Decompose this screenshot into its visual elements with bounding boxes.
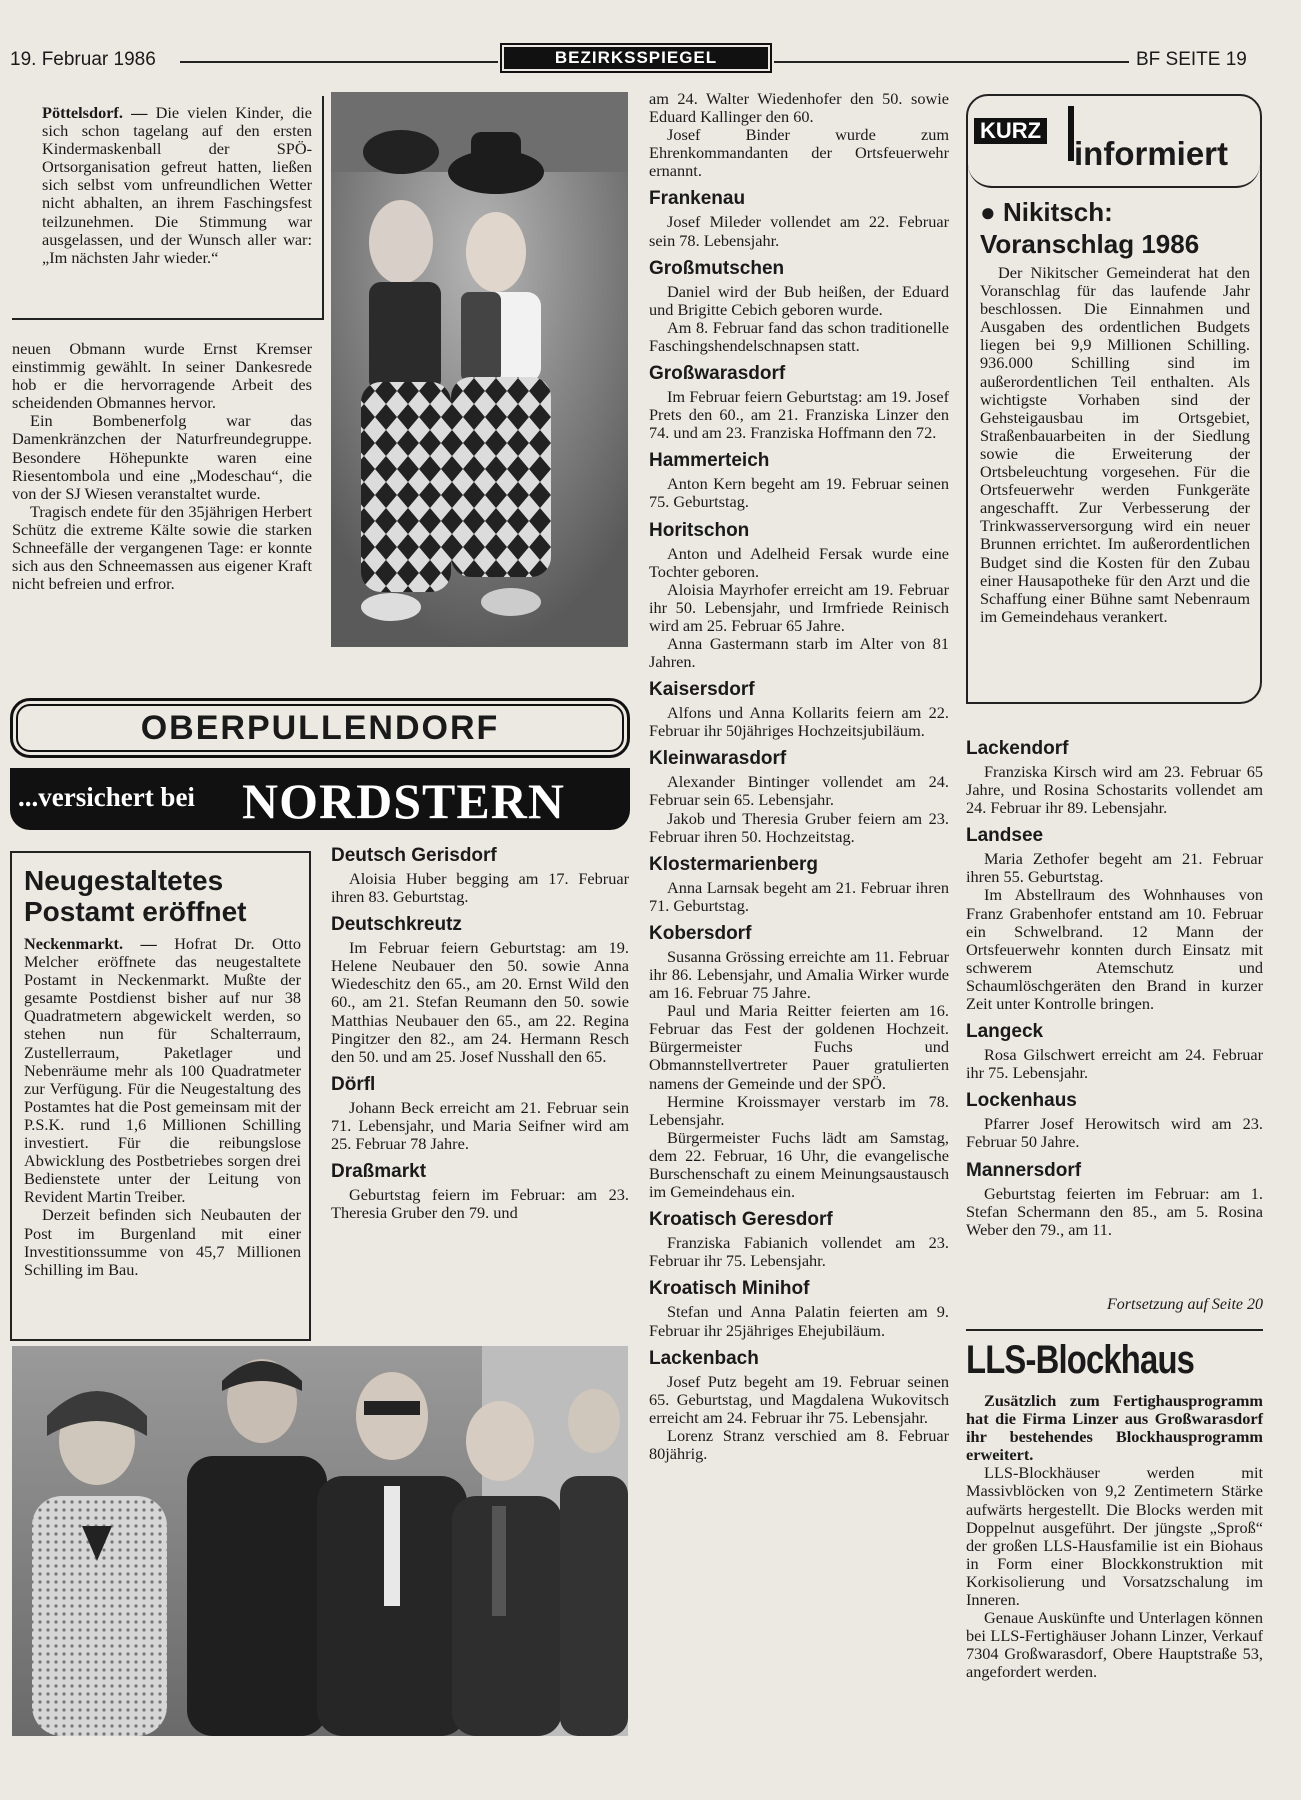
- kurz-label: KURZ: [974, 118, 1047, 144]
- kleinwarasdorf-paragraph: Jakob und Theresia Gruber feiern am 23. Februar ihren 50. Hochzeitstag.: [649, 808, 949, 846]
- klostermarienberg-paragraph: Anna Larnsak begeht am 21. Februar ihren 71. Geburtstag.: [649, 877, 949, 915]
- page-number: BF SEITE 19: [1136, 49, 1247, 70]
- section-title: [500, 43, 772, 73]
- postamt-paragraph-2: Derzeit befinden sich Neubauten der Post im Burgenland mit einer Investitionssumme von 45,7 Millionen Schilling im Bau.: [24, 1205, 301, 1279]
- column-middle-left: [331, 845, 629, 1222]
- draßmarkt-continued-2: Josef Binder wurde zum Ehrenkommandanten der Ortsfeuerwehr ernannt.: [649, 125, 949, 181]
- heading-hammerteich: Hammerteich: [649, 450, 770, 472]
- kaisersdorf-paragraph: Alfons und Anna Kollarits feiern am 22. Februar ihr 50jähriges Hochzeitsjubiläum.: [649, 703, 949, 741]
- deutschkreutz-paragraph: Im Februar feiern Geburtstag: am 19. Helene Neubauer den 50. sowie Anna Wiedeschitz den 65., am 20. Ernst Wild den 60., am 21. Stefan Reumann den 50. sowie Matthias Neubauer den 65., am 22. Regina Pingitzer den 82., am 24. Hermann Resch den 50. und am 25. Josef Nusshall den 65.: [331, 938, 629, 1066]
- poettelsdorf-paragraph-1-text: Die vielen Kinder, die sich schon tagelang auf den ersten Kindermaskenball der SPÖ-Ortsorganisation gefreut hatten, ließen sich selbst vom unfreundlichen Wetter nicht abhalten, an ihrem Faschingsfest teilzunehmen. Die Stimmung war ausgelassen, und der Wunsch aller war: „Im nächsten Jahr wieder.“: [42, 103, 312, 267]
- postamt-lead: Neckenmarkt. —: [24, 934, 157, 953]
- blockhaus-title: LLS-Blockhaus: [966, 1338, 1195, 1382]
- poettelsdorf-paragraph-2: neuen Obmann wurde Ernst Kremser einstimmig gewählt. In seiner Dankesrede hob er die hervorragende Arbeit des scheidenden Obmannes hervor.: [12, 339, 312, 413]
- nordstern-brand: NORDSTERN: [242, 773, 565, 829]
- header-rule-left: [180, 61, 498, 63]
- section-title-label: BEZIRKSSPIEGEL: [504, 47, 768, 69]
- continuation-note: Fortsetzung auf Seite 20: [1107, 1296, 1263, 1313]
- heading-kroatisch-minihof: Kroatisch Minihof: [649, 1278, 810, 1300]
- banner-title: OBERPULLENDORF: [16, 704, 624, 752]
- heading-horitschon: Horitschon: [649, 519, 750, 541]
- nikitsch-text: Der Nikitscher Gemeinderat hat den Voranschlag für das laufende Jahr beschlossen. Die Einnahmen und Ausgaben des ordentlichen Budgets liegen bei 9,9 Millionen Schilling. 936.000 Schilling sind im außerordentlichen Teil enthalten. Als wichtigste Vorhaben sind der Gehsteigausbau im Ortsgebiet, Straßenbauarbeiten in der Siedlung sowie die Erweiterung der Ortsbeleuchtung vorgesehen. Für die Ortsfeuerwehr werden Funkgeräte angeschafft. Zur Verbesserung der Trinkwasserversorgung wird ein neuer Brunnen errichtet. Im außerordentlichen Budget sind die Kosten für den Zubau einer Hausapotheke für den Arzt und die Schaffung einer Bühne samt Nebenraum im Gemeindehaus verankert.: [980, 263, 1250, 626]
- poettelsdorf-paragraph-3: Ein Bombenerfolg war das Damenkränzchen der Naturfreundegruppe. Besondere Höhepunkte waren eine Riesentombola und eine „Modeschau“, die von der SJ Wiesen veranstaltet wurde.: [12, 411, 312, 503]
- heading-grossmutschen: Großmutschen: [649, 257, 785, 279]
- heading-kleinwarasdorf: Kleinwarasdorf: [649, 748, 787, 770]
- heading-deutschkreutz: Deutschkreutz: [331, 914, 462, 936]
- carnival-children-photo: [331, 92, 628, 647]
- kurz-informiert-box: [966, 94, 1262, 704]
- frankenau-paragraph: Josef Mileder vollendet am 22. Februar sein 78. Lebensjahr.: [649, 212, 949, 250]
- postamt-article: [10, 851, 311, 1341]
- lockenhaus-paragraph: Pfarrer Josef Herowitsch wird am 23. Februar 50 Jahre.: [966, 1114, 1263, 1152]
- mannersdorf-paragraph: Geburtstag feierten im Februar: am 1. Stefan Schermann den 85., am 5. Rosina Weber den 79., am 11.: [966, 1183, 1263, 1239]
- lackenbach-paragraph: Lorenz Stranz verschied am 8. Februar 80jährig.: [649, 1425, 949, 1463]
- nikitsch-heading: [980, 196, 1250, 260]
- header-rule-right: [774, 61, 1129, 63]
- heading-mannersdorf: Mannersdorf: [966, 1159, 1082, 1181]
- grosswarasdorf-paragraph: Im Februar feiern Geburtstag: am 19. Josef Prets den 60., am 21. Franziska Linzer den 74. und am 23. Franziska Hoffmann den 72.: [649, 387, 949, 443]
- column-middle-right: [649, 90, 949, 1463]
- drassmarkt-paragraph: Geburtstag feiern im Februar: am 23. Theresia Gruber den 79. und: [331, 1185, 629, 1223]
- grossmutschen-paragraph: Daniel wird der Bub heißen, der Eduard und Brigitte Cebich geboren wurde.: [649, 281, 949, 319]
- nordstern-ad: [10, 768, 630, 830]
- postamt-title: [24, 865, 301, 927]
- heading-langeck: Langeck: [966, 1021, 1044, 1043]
- deutsch-gerisdorf-paragraph: Aloisia Huber begging am 17. Februar ihren 83. Geburtstag.: [331, 869, 629, 907]
- postamt-paragraph-1: [24, 935, 301, 1206]
- blockhaus-paragraph-2: Genaue Auskünfte und Unterlagen können bei LLS-Fertighäuser Johann Linzer, Verkauf 7304 Großwarasdorf, Obere Hauptstraße 53, angefordert werden.: [966, 1608, 1263, 1682]
- heading-lackenbach: Lackenbach: [649, 1347, 759, 1369]
- poettelsdorf-paragraph-1: [42, 104, 312, 267]
- hammerteich-paragraph: Anton Kern begeht am 19. Februar seinen 75. Geburtstag.: [649, 474, 949, 512]
- poettelsdorf-lead: Pöttelsdorf. —: [42, 103, 148, 122]
- postamt-title-line-1: Neugestaltetes: [24, 865, 224, 896]
- kobersdorf-paragraph: Susanna Grössing erreichte am 11. Februar ihr 86. Lebensjahr, und Amalia Wirker wurde am 16. Februar 75 Jahre.: [649, 946, 949, 1003]
- heading-landsee: Landsee: [966, 825, 1044, 847]
- kobersdorf-paragraph: Bürgermeister Fuchs lädt am Samstag, dem 22. Februar, 16 Uhr, die evangelische Burschenschaft zu einem Meinungsaustausch im Gemeindehaus ein.: [649, 1127, 949, 1202]
- kobersdorf-paragraph: Paul und Maria Reitter feierten am 16. Februar das Fest der goldenen Hochzeit. Bürgermeister Fuchs und Obmannstellvertreter Pauer gratulierten namens der Gemeinde und der SPÖ.: [649, 1001, 949, 1093]
- group-photo-graphic: [12, 1346, 628, 1736]
- dorfl-paragraph: Johann Beck erreicht am 21. Februar sein 71. Lebensjahr, und Maria Seifner wird am 25. Februar 78 Jahre.: [331, 1097, 629, 1154]
- heading-kobersdorf: Kobersdorf: [649, 922, 752, 944]
- horitschon-paragraph: Anna Gastermann starb im Alter von 81 Jahren.: [649, 633, 949, 672]
- heading-grosswarasdorf: Großwarasdorf: [649, 363, 786, 385]
- poettelsdorf-paragraph-4: Tragisch endete für den 35jährigen Herbert Schütz die extreme Kälte sowie die starken Schneefälle der vergangenen Tage: er konnte sich aus den Schneemassen aus eigener Kraft nicht befreien und erfror.: [12, 501, 312, 594]
- heading-klostermarienberg: Klostermarienberg: [649, 853, 818, 875]
- kleinwarasdorf-paragraph: Alexander Bintinger vollendet am 24. Februar sein 65. Lebensjahr.: [649, 772, 949, 810]
- poettelsdorf-continued: [12, 340, 312, 593]
- heading-kaisersdorf: Kaisersdorf: [649, 679, 755, 701]
- oberpullendorf-banner: [10, 698, 630, 758]
- kroatisch-geresdorf-paragraph: Franziska Fabianich vollendet am 23. Februar ihr 75. Lebensjahr.: [649, 1233, 949, 1271]
- lackendorf-paragraph: Franziska Kirsch wird am 23. Februar 65 Jahre, und Rosina Schostarits vollendet am 24. Februar ihr 89. Lebensjahr.: [966, 762, 1263, 818]
- carnival-photo-graphic: [331, 92, 628, 647]
- heading-dorfl: Dörfl: [331, 1073, 376, 1095]
- right-column-rule: [966, 1329, 1263, 1331]
- nikitsch-title: Nikitsch:: [1002, 197, 1113, 227]
- issue-date: 19. Februar 1986: [10, 49, 156, 70]
- kurz-title: informiert: [1074, 135, 1229, 172]
- nikitsch-text-block: [980, 264, 1250, 626]
- heading-kroatisch-geresdorf: Kroatisch Geresdorf: [649, 1209, 833, 1231]
- landsee-paragraph: Maria Zethofer begeht am 21. Februar ihren 55. Geburtstag.: [966, 849, 1263, 887]
- postamt-group-photo: [12, 1346, 628, 1736]
- horitschon-paragraph: Anton und Adelheid Fersak wurde eine Tochter geboren.: [649, 543, 949, 581]
- postamt-title-line-2: Postamt eröffnet: [24, 896, 247, 927]
- blockhaus-intro: Zusätzlich zum Fertighausprogramm hat die Firma Linzer aus Großwarasdorf ihr bestehendes Blockhausprogramm erweitert.: [966, 1391, 1263, 1465]
- postamt-paragraph-1-text: Hofrat Dr. Otto Melcher eröffnete das neugestaltete Postamt in Neckenmarkt. Mußte der gesamte Postdienst bisher auf nur 38 Quadratmetern abgewickelt werden, so stehen nun für Schalterraum, Zustellerraum, Paketlager und Nebenräume mehr als 100 Quadratmeter zur Verfügung. Für die Neugestaltung des Postamtes hat die Post gemeinsam mit der P.S.K. rund 1,6 Millionen Schilling investiert. Für die reibungslose Abwicklung des Postbetriebes sorgen drei Bedienstete unter der Leitung von Revident Martin Treiber.: [24, 934, 301, 1207]
- landsee-paragraph: Im Abstellraum des Wohnhauses von Franz Grabenhofer entstand am 10. Februar ein Schwelbrand. 12 Mann der Ortsfeuerwehr konnten durch Einsatz mit schwerem Atemschutz und Schaumlöschgeräten den Brand in kurzer Zeit unter Kontrolle bringen.: [966, 885, 1263, 1014]
- horitschon-paragraph: Aloisia Mayrhofer erreicht am 19. Februar ihr 50. Lebensjahr, und Irmfriede Reinisch wird am 25. Februar 65 Jahre.: [649, 579, 949, 635]
- kroatisch-minihof-paragraph: Stefan und Anna Palatin feierten am 9. Februar ihr 25jähriges Ehejubiläum.: [649, 1302, 949, 1340]
- blockhaus-paragraph-1: LLS-Blockhäuser werden mit Massivblöcken von 9,2 Zentimetern Stärke aufwärts hergestellt. Die Blocks werden mit Doppelnut ausgeführt. Der jüngste „Sproß“ der großen LLS-Hausfamilie ist ein Biohaus in Form einer Blockkonstruktion mit Korkisolierung und Vorsatzschalung im Inneren.: [966, 1463, 1263, 1610]
- kurz-informiert-header: [968, 96, 1260, 188]
- blockhaus-article: [966, 1392, 1263, 1682]
- heading-drassmarkt: Draßmarkt: [331, 1161, 427, 1183]
- column-right: [966, 738, 1263, 1239]
- heading-lackendorf: Lackendorf: [966, 738, 1069, 759]
- heading-frankenau: Frankenau: [649, 188, 746, 210]
- grossmutschen-paragraph: Am 8. Februar fand das schon traditionelle Faschingshendelschnapsen statt.: [649, 317, 949, 355]
- heading-deutsch-gerisdorf: Deutsch Gerisdorf: [331, 845, 497, 866]
- poettelsdorf-boxed-text: [12, 96, 324, 320]
- draßmarkt-continued: am 24. Walter Wiedenhofer den 50. sowie Eduard Kallinger den 60.: [649, 89, 949, 127]
- kobersdorf-paragraph: Hermine Kroissmayer verstarb im 78. Lebensjahr.: [649, 1091, 949, 1129]
- bullet-icon: ●: [980, 197, 996, 227]
- nikitsch-subtitle: Voranschlag 1986: [980, 229, 1200, 259]
- nordstern-tagline: ...versichert bei: [18, 782, 195, 812]
- heading-lockenhaus: Lockenhaus: [966, 1090, 1077, 1112]
- lackenbach-paragraph: Josef Putz begeht am 19. Februar seinen 65. Geburtstag, und Magdalena Wukovitsch erreicht am 24. Februar ihr 75. Lebensjahr.: [649, 1371, 949, 1427]
- langeck-paragraph: Rosa Gilschwert erreicht am 24. Februar ihr 75. Lebensjahr.: [966, 1045, 1263, 1083]
